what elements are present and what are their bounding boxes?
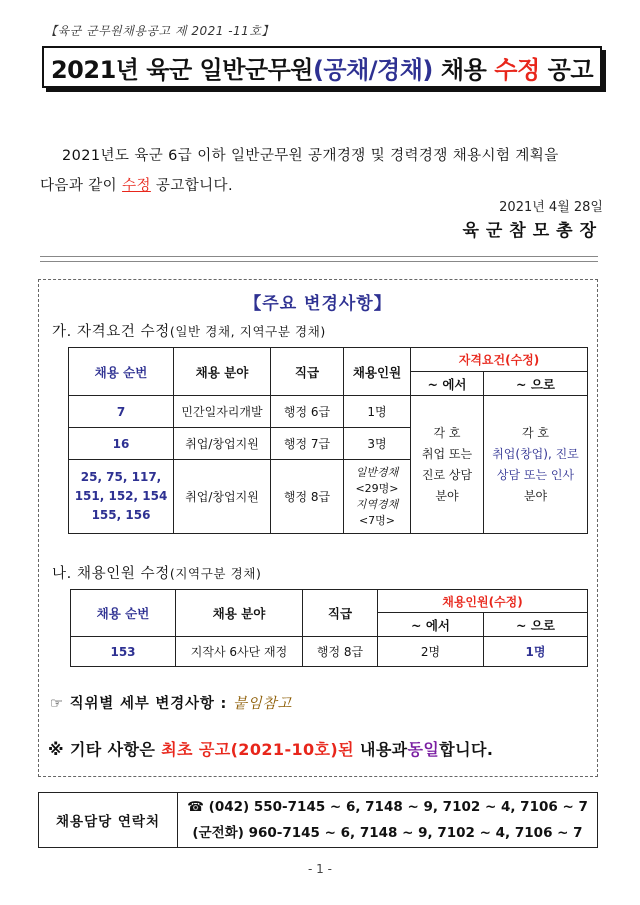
- table-row: [71, 637, 588, 667]
- to-l4: 분야: [523, 488, 548, 503]
- row3-rank-l1: 25, 75, 117,: [80, 470, 162, 484]
- b-header-from: ~ 에서: [378, 613, 484, 637]
- etc-a: 기타 사항은: [69, 740, 156, 759]
- count-region: 지역경채: [355, 497, 399, 511]
- header-to: ~ 으로: [484, 372, 588, 396]
- section-b-sub: (지역구분 경채): [169, 566, 262, 581]
- etc-c: 내용과: [359, 740, 408, 759]
- divider: [40, 256, 598, 262]
- b-row-rank: 153: [71, 637, 176, 667]
- b-header-grade: 직급: [303, 590, 378, 637]
- header-field: 채용 분야: [174, 348, 271, 396]
- b-header-field: 채용 분야: [176, 590, 303, 637]
- row1-rank: 7: [69, 396, 174, 428]
- row1-grade: 행정 6급: [271, 396, 344, 428]
- qualification-table: [68, 347, 588, 534]
- title-part1: 2021년 육군 일반군무원: [50, 55, 313, 84]
- intro-line2b: 수정: [122, 178, 151, 194]
- row3-rank-l3: 155, 156: [91, 508, 151, 522]
- to-l2: 취업(창업), 진로: [492, 446, 579, 461]
- from-l4: 분야: [435, 488, 459, 503]
- intro-line1: 2021년도 육군 6급 이하 일반군무원 공개경쟁 및 경력경쟁 채용시험 계획을: [62, 148, 559, 164]
- b-header-rank: 채용 순번: [71, 590, 176, 637]
- reference-mark-icon: ※: [48, 740, 64, 759]
- header-rank: 채용 순번: [69, 348, 174, 396]
- b-row-grade: 행정 8급: [303, 637, 378, 667]
- changes-title: 【주요 변경사항】: [244, 294, 392, 314]
- section-a-sub: (일반 경채, 지역구분 경채): [169, 324, 326, 339]
- reference-label: 직위별 세부 변경사항 :: [69, 696, 228, 712]
- section-b-heading: [52, 562, 261, 583]
- etc-b: 최초 공고(2021-10호)된: [161, 740, 354, 759]
- row3-count: [344, 460, 411, 534]
- count-general-num: <29명>: [355, 481, 399, 495]
- contact-line2: (군전화) 960-7145 ~ 6, 7148 ~ 9, 7102 ~ 4, 7106 ~ 7: [192, 825, 583, 841]
- page-title: [42, 46, 602, 88]
- other-note: [48, 737, 493, 760]
- from-l1: 각 호: [433, 425, 461, 440]
- reference-value: 붙임참고: [232, 696, 293, 712]
- title-part4: 수정: [494, 55, 540, 84]
- headcount-table: [70, 589, 588, 667]
- count-region-num: <7명>: [358, 513, 396, 527]
- contact-numbers: [178, 793, 598, 848]
- intro-line2a: 다음과 같이: [40, 178, 118, 194]
- section-a-heading: [52, 320, 326, 341]
- etc-d: 동일: [407, 740, 440, 759]
- section-a-label: 가. 자격요건 수정: [52, 324, 170, 340]
- row1-field: 민간일자리개발: [174, 396, 271, 428]
- to-l1: 각 호: [522, 425, 549, 440]
- row3-rank-l2: 151, 152, 154: [74, 489, 168, 503]
- header-count: 채용인원: [344, 348, 411, 396]
- title-part3: 채용: [440, 55, 487, 84]
- b-row-from: 2명: [378, 637, 484, 667]
- qual-from-cell: [411, 396, 484, 534]
- header-from: ~ 에서: [411, 372, 484, 396]
- row2-rank: 16: [69, 428, 174, 460]
- notice-date: 2021년 4월 28일: [499, 200, 603, 215]
- title-part5: 공고: [547, 55, 594, 84]
- etc-e: 합니다.: [439, 740, 494, 759]
- contact-line1: ☎ (042) 550-7145 ~ 6, 7148 ~ 9, 7102 ~ 4, 7106 ~ 7: [187, 799, 588, 815]
- header-grade: 직급: [271, 348, 344, 396]
- intro-line2c: 공고합니다.: [155, 178, 233, 194]
- title-part2: (공채/경채): [312, 55, 433, 84]
- from-l3: 진로 상담: [421, 467, 473, 482]
- row3-rank: [69, 460, 174, 534]
- reference-note: [50, 692, 292, 713]
- page-number: - 1 -: [308, 862, 332, 876]
- to-l3: 상담 또는 인사: [496, 467, 575, 482]
- row3-field: 취업/창업지원: [174, 460, 271, 534]
- contact-label: 채용담당 연락처: [39, 793, 178, 848]
- from-l2: 취업 또는: [421, 446, 473, 461]
- row2-count: 3명: [344, 428, 411, 460]
- qual-to-cell: [484, 396, 588, 534]
- row2-field: 취업/창업지원: [174, 428, 271, 460]
- notice-number: 【육군 군무원채용공고 제 2021 -11호】: [45, 24, 274, 38]
- row1-count: 1명: [344, 396, 411, 428]
- row2-grade: 행정 7급: [271, 428, 344, 460]
- count-general: 일반경채: [355, 465, 399, 479]
- header-qual: 자격요건(수정): [411, 348, 588, 372]
- intro-paragraph: [40, 141, 605, 201]
- section-b-label: 나. 채용인원 수정: [52, 566, 170, 582]
- b-header-count: 채용인원(수정): [378, 590, 588, 613]
- b-row-to: 1명: [484, 637, 588, 667]
- row3-grade: 행정 8급: [271, 460, 344, 534]
- contact-table: [38, 792, 598, 848]
- table-row: [69, 396, 588, 428]
- b-header-to: ~ 으로: [484, 613, 588, 637]
- pointing-hand-icon: ☞: [50, 696, 64, 712]
- b-row-field: 지작사 6사단 재정: [176, 637, 303, 667]
- issuer: 육군참모총장: [462, 221, 603, 241]
